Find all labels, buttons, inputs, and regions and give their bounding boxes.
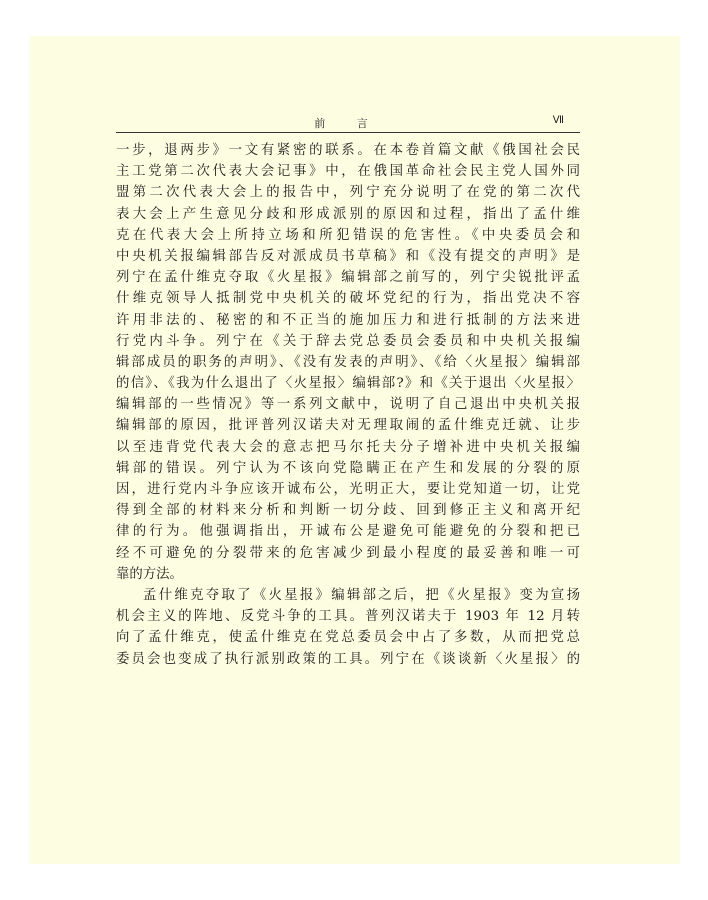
text-line: 经不可避免的分裂带来的危害减少到最小程度的最妥善和唯一可 [116,545,580,561]
text-line: 辑部成员的职务的声明》、《没有发表的声明》、《给〈火星报〉编辑部 [116,354,580,370]
paragraph-first-line: 孟什维克夺取了《火星报》编辑部之后，把《火星报》变为宣扬 [143,587,580,603]
text-line: 因，进行党内斗争应该开诚布公，光明正大，要让党知道一切，让党 [116,482,580,497]
text-line: 克在代表大会上所持立场和所犯错误的危害性。《中央委员会和 [116,227,580,243]
text-line: 表大会上产生意见分歧和形成派别的原因和过程，指出了孟什维 [116,206,580,222]
header-title: 前 言 [314,117,382,130]
text-line: 行党内斗争。列宁在《关于辞去党总委员会委员和中央机关报编 [116,333,580,349]
text-line: 什维克领导人抵制党中央机关的破坏党纪的行为，指出党决不容 [116,291,580,307]
running-header [116,112,580,133]
text-line: 向了孟什维克，使孟什维克在党总委员会中占了多数，从而把党总 [116,630,580,646]
text-line: 律的行为。他强调指出，开诚布公是避免可能避免的分裂和把已 [116,524,580,540]
body-text [116,140,580,670]
text-line: 主工党第二次代表大会记事》中，在俄国革命社会民主党人国外同 [116,164,580,180]
text-line: 的信》、《我为什么退出了〈火星报〉编辑部?》和《关于退出〈火星报〉 [116,376,580,392]
page-number: Ⅶ [552,115,564,126]
text-line: 机会主义的阵地、反党斗争的工具。普列汉诺夫于 1903 年 12 月转 [116,609,580,625]
text-line: 编辑部的一些情况》等一系列文献中，说明了自己退出中央机关报 [116,397,580,413]
text-line: 委员会也变成了执行派别政策的工具。列宁在《谈谈新〈火星报〉的 [116,651,580,667]
text-line: 得到全部的材料来分析和判断一切分歧、回到修正主义和离开纪 [116,503,580,519]
text-line: 许用非法的、秘密的和不正当的施加压力和进行抵制的方法来进 [116,312,580,328]
text-line: 辑部的错误。列宁认为不该向党隐瞒正在产生和发展的分裂的原 [116,460,580,476]
text-line: 以至违背党代表大会的意志把马尔托夫分子增补进中央机关报编 [116,439,580,455]
text-line: 中央机关报编辑部告反对派成员书草稿》和《没有提交的声明》是 [116,248,580,264]
text-line: 靠的方法。 [116,566,183,582]
text-line: 一步，退两步》一文有紧密的联系。在本卷首篇文献《俄国社会民 [116,143,580,158]
text-line: 列宁在孟什维克夺取《火星报》编辑部之前写的，列宁尖锐批评孟 [116,270,580,286]
text-line: 盟第二次代表大会上的报告中，列宁充分说明了在党的第二次代 [116,185,580,201]
text-line: 编辑部的原因，批评普列汉诺夫对无理取闹的孟什维克迁就、让步 [116,418,580,434]
